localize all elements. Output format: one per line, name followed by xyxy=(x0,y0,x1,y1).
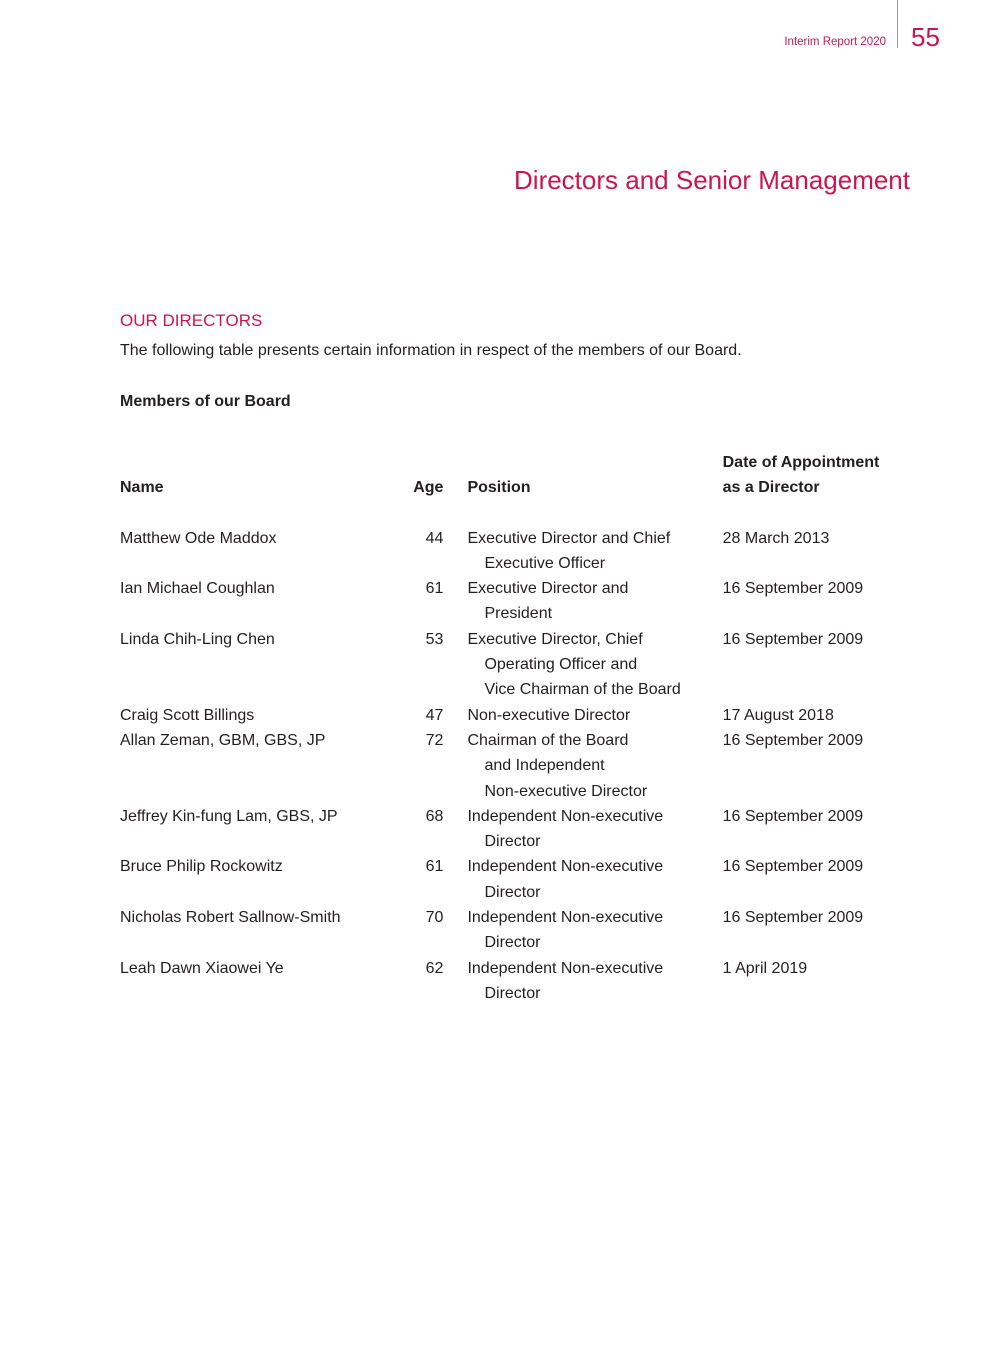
section-heading: OUR DIRECTORS xyxy=(120,311,263,330)
director-age: 61 xyxy=(425,858,444,876)
director-name-cell xyxy=(120,905,365,956)
director-age: 44 xyxy=(425,529,444,547)
director-name: Allan Zeman, xyxy=(120,731,215,749)
director-position xyxy=(467,854,722,905)
director-name: Nicholas Robert Sallnow-Smith xyxy=(120,909,341,927)
header-divider xyxy=(897,0,898,48)
director-name-cell xyxy=(120,576,365,627)
position-line: Director xyxy=(484,934,541,952)
table-row xyxy=(120,576,910,627)
director-age: 70 xyxy=(425,909,444,927)
appointment-date: 16 September 2009 xyxy=(722,858,864,876)
appointment-date: 1 April 2019 xyxy=(722,959,808,977)
director-name-cell xyxy=(120,854,365,905)
director-position xyxy=(467,576,722,627)
header-date xyxy=(723,450,910,526)
director-name-cell xyxy=(120,728,365,804)
director-position xyxy=(467,905,722,956)
director-age: 62 xyxy=(425,959,444,977)
director-name: Leah Dawn Xiaowei Ye xyxy=(120,959,284,977)
table-subheading: Members of our Board xyxy=(120,393,291,410)
header-position: Position xyxy=(467,479,531,497)
appointment-date: 16 September 2009 xyxy=(722,580,864,598)
position-line: Independent Non-executive xyxy=(467,807,664,825)
director-position xyxy=(467,728,722,804)
position-line: Executive Director and Chief xyxy=(467,529,671,547)
director-name: Ian Michael Coughlan xyxy=(120,580,275,598)
director-age: 72 xyxy=(425,731,444,749)
appointment-date: 16 September 2009 xyxy=(722,909,864,927)
header-date-line2: as a Director xyxy=(722,479,820,497)
header-date-line1: Date of Appointment xyxy=(722,454,880,471)
position-line: Executive Officer xyxy=(484,554,606,572)
director-age: 47 xyxy=(425,706,444,724)
director-age: 68 xyxy=(425,807,444,825)
director-position xyxy=(467,627,722,703)
table-row xyxy=(120,804,910,855)
director-name: Matthew Ode Maddox xyxy=(120,529,277,547)
table-body xyxy=(120,526,910,1007)
position-line: Operating Officer and xyxy=(484,656,638,674)
table-row xyxy=(120,854,910,905)
director-name-cell xyxy=(120,703,365,728)
director-name-cell xyxy=(120,804,365,855)
director-age: 53 xyxy=(425,630,444,648)
director-honours: GBM, GBS, JP xyxy=(218,731,326,749)
director-name-cell xyxy=(120,956,365,1007)
director-position xyxy=(467,804,722,855)
page-number: 55 xyxy=(911,22,940,52)
table-header-row xyxy=(120,450,910,526)
appointment-date: 16 September 2009 xyxy=(722,630,864,648)
director-name: Bruce Philip Rockowitz xyxy=(120,858,283,876)
position-line: Chairman of the Board xyxy=(467,731,629,749)
header-age: Age xyxy=(413,479,444,497)
header-name: Name xyxy=(120,479,164,497)
position-line: Director xyxy=(484,833,541,851)
position-line: Director xyxy=(484,883,541,901)
position-line: Executive Director and xyxy=(467,580,629,598)
director-name-cell xyxy=(120,526,365,577)
intro-paragraph: The following table presents certain information in respect of the members of our Board. xyxy=(120,342,742,359)
director-name: Craig Scott Billings xyxy=(120,706,255,724)
appointment-date: 16 September 2009 xyxy=(722,807,864,825)
report-title: Interim Report 2020 xyxy=(784,36,886,48)
position-line: Non-executive Director xyxy=(484,782,648,800)
director-name: Jeffrey Kin-fung Lam, xyxy=(120,807,272,825)
appointment-date: 17 August 2018 xyxy=(722,706,834,724)
position-line: Vice Chairman of the Board xyxy=(484,681,681,699)
position-line: Independent Non-executive xyxy=(467,858,664,876)
position-line: Executive Director, Chief xyxy=(467,630,643,648)
table-row xyxy=(120,956,910,1007)
director-honours: GBS, JP xyxy=(276,807,338,825)
position-line: Independent Non-executive xyxy=(467,959,664,977)
position-line: Director xyxy=(484,984,541,1002)
appointment-date: 28 March 2013 xyxy=(722,529,830,547)
position-line: President xyxy=(484,605,553,623)
director-age: 61 xyxy=(425,580,444,598)
page-title: Directors and Senior Management xyxy=(514,165,910,195)
director-position xyxy=(467,956,722,1007)
table-row xyxy=(120,526,910,577)
table-row xyxy=(120,728,910,804)
position-line: Independent Non-executive xyxy=(467,909,664,927)
director-position xyxy=(467,703,722,728)
position-line: and Independent xyxy=(484,757,605,775)
appointment-date: 16 September 2009 xyxy=(722,731,864,749)
table-row xyxy=(120,905,910,956)
position-line: Non-executive Director xyxy=(467,706,631,724)
table-row xyxy=(120,703,910,728)
director-position xyxy=(467,526,722,577)
table-row xyxy=(120,627,910,703)
director-name: Linda Chih-Ling Chen xyxy=(120,630,275,648)
director-name-cell xyxy=(120,627,365,703)
board-members-table xyxy=(120,450,910,1006)
